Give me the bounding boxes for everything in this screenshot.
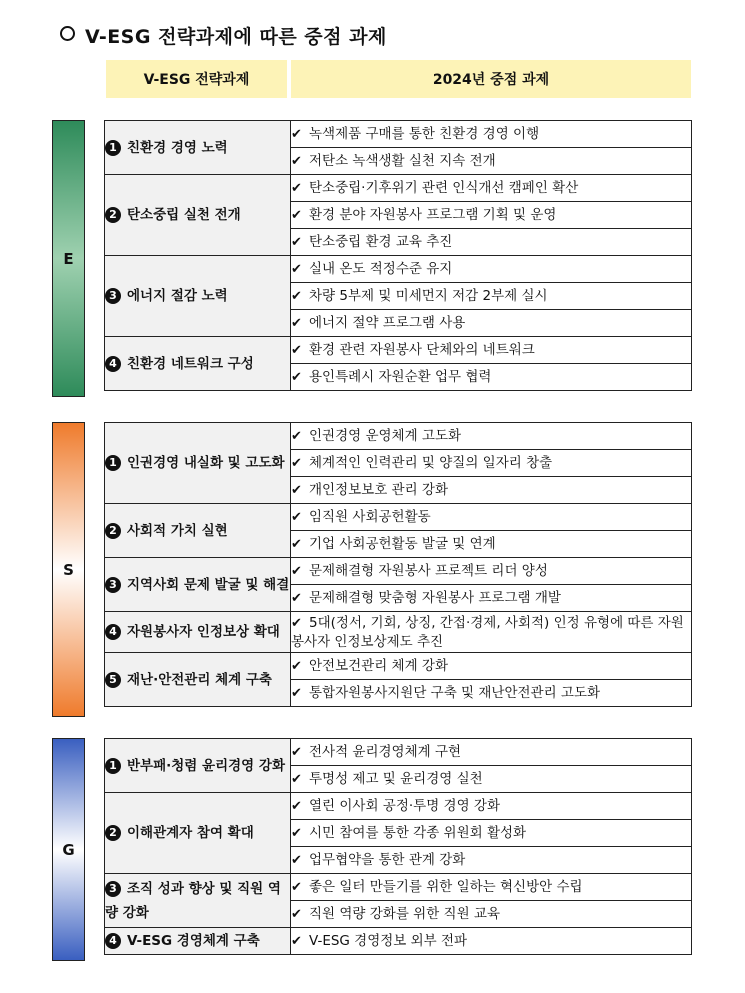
check-icon: ✔ [291, 261, 302, 277]
check-icon: ✔ [291, 536, 302, 552]
strategy-cell [105, 175, 291, 256]
number-badge: 5 [105, 672, 121, 688]
task-cell [291, 450, 692, 477]
task-text: 환경 분야 자원봉사 프로그램 기획 및 운영 [309, 206, 557, 223]
strategy-cell [105, 612, 291, 653]
strategy-title: 자원봉사자 인정보상 확대 [127, 624, 280, 640]
strategy-cell [105, 121, 291, 175]
check-icon: ✔ [291, 369, 302, 385]
task-cell [291, 283, 692, 310]
task-cell [291, 175, 692, 202]
task-row [105, 337, 692, 364]
task-cell [291, 121, 692, 148]
check-icon: ✔ [291, 288, 302, 304]
check-icon: ✔ [291, 153, 302, 169]
number-badge: 3 [105, 881, 121, 897]
check-icon: ✔ [291, 852, 302, 868]
strategy-title: 조직 성과 향상 및 직원 역량 강화 [105, 880, 281, 921]
task-text: 임직원 사회공헌활동 [309, 508, 431, 525]
strategy-title: 이해관계자 참여 확대 [127, 825, 254, 841]
task-text: 녹색제품 구매를 통한 친환경 경영 이행 [309, 125, 540, 142]
task-cell [291, 504, 692, 531]
header-strategy: V-ESG 전략과제 [106, 60, 287, 98]
number-badge: 2 [105, 523, 121, 539]
strategy-title: V-ESG 경영체계 구축 [127, 933, 260, 949]
check-icon: ✔ [291, 126, 302, 142]
check-icon: ✔ [291, 658, 302, 674]
task-text: 탄소중립 환경 교육 추진 [309, 233, 453, 250]
task-text: 저탄소 녹색생활 실천 지속 전개 [309, 152, 496, 169]
strategy-cell [105, 739, 291, 793]
task-cell [291, 585, 692, 612]
check-icon: ✔ [291, 771, 302, 787]
strategy-cell [105, 504, 291, 558]
strategy-cell [105, 928, 291, 955]
number-badge: 2 [105, 207, 121, 223]
number-badge: 3 [105, 288, 121, 304]
check-icon: ✔ [291, 455, 302, 471]
header-tasks: 2024년 중점 과제 [291, 60, 691, 98]
task-text: 5대(정서, 기회, 상징, 간접·경제, 사회적) 인정 유형에 따른 자원봉사자 인정보상제도 추진 [291, 614, 684, 650]
task-cell [291, 820, 692, 847]
strategy-title: 탄소중립 실천 전개 [127, 207, 241, 223]
task-row [105, 874, 692, 901]
section-label-g: G [52, 738, 85, 961]
task-cell [291, 202, 692, 229]
task-text: 체계적인 인력관리 및 양질의 일자리 창출 [309, 454, 553, 471]
task-cell [291, 901, 692, 928]
strategy-title: 재난·안전관리 체계 구축 [127, 671, 272, 688]
task-text: 에너지 절약 프로그램 사용 [309, 314, 466, 331]
check-icon: ✔ [291, 563, 302, 579]
task-text: 업무협약을 통한 관계 강화 [309, 851, 466, 868]
task-text: 문제해결형 자원봉사 프로젝트 리더 양성 [309, 562, 548, 579]
check-icon: ✔ [291, 685, 302, 701]
check-icon: ✔ [291, 825, 302, 841]
check-icon: ✔ [291, 428, 302, 444]
check-icon: ✔ [291, 342, 302, 358]
section-label-s: S [52, 422, 85, 717]
task-text: 탄소중립·기후위기 관련 인식개선 캠페인 확산 [309, 179, 579, 196]
task-row [105, 504, 692, 531]
check-icon: ✔ [291, 482, 302, 498]
section-label-e: E [52, 120, 85, 397]
number-badge: 1 [105, 140, 121, 156]
task-row [105, 175, 692, 202]
task-text: 전사적 윤리경영체계 구현 [309, 743, 462, 760]
number-badge: 2 [105, 825, 121, 841]
circle-bullet-icon [60, 26, 75, 41]
task-text: 좋은 일터 만들기를 위한 일하는 혁신방안 수립 [309, 878, 583, 895]
task-row [105, 558, 692, 585]
check-icon: ✔ [291, 207, 302, 223]
task-cell [291, 148, 692, 175]
check-icon: ✔ [291, 590, 302, 606]
task-cell [291, 874, 692, 901]
strategy-cell [105, 558, 291, 612]
task-text: V-ESG 경영정보 외부 전파 [309, 932, 468, 949]
task-cell [291, 256, 692, 283]
task-text: 용인특례시 자원순환 업무 협력 [309, 368, 492, 385]
task-text: 환경 관련 자원봉사 단체와의 네트워크 [309, 341, 535, 358]
task-row [105, 793, 692, 820]
section-table-g [104, 738, 692, 955]
strategy-cell [105, 793, 291, 874]
task-cell [291, 423, 692, 450]
check-icon: ✔ [291, 615, 302, 631]
task-cell [291, 612, 692, 653]
check-icon: ✔ [291, 315, 302, 331]
task-cell [291, 680, 692, 707]
section-table-s [104, 422, 692, 707]
check-icon: ✔ [291, 180, 302, 196]
task-cell [291, 928, 692, 955]
task-text: 안전보건관리 체계 강화 [309, 657, 448, 674]
task-text: 개인정보보호 관리 강화 [309, 481, 448, 498]
task-row [105, 653, 692, 680]
task-cell [291, 739, 692, 766]
task-text: 시민 참여를 통한 각종 위원회 활성화 [309, 824, 527, 841]
strategy-title: 사회적 가치 실현 [127, 522, 228, 539]
strategy-title: 에너지 절감 노력 [127, 288, 228, 304]
page-title [60, 22, 387, 49]
number-badge: 4 [105, 933, 121, 949]
task-row [105, 121, 692, 148]
strategy-title: 친환경 네트워크 구성 [127, 355, 254, 372]
strategy-cell [105, 337, 291, 391]
page-title-text: V-ESG 전략과제에 따른 중점 과제 [85, 26, 387, 48]
strategy-cell [105, 653, 291, 707]
strategy-cell [105, 874, 291, 928]
task-cell [291, 847, 692, 874]
check-icon: ✔ [291, 906, 302, 922]
task-cell [291, 364, 692, 391]
task-row [105, 739, 692, 766]
task-cell [291, 337, 692, 364]
strategy-title: 지역사회 문제 발굴 및 해결 [127, 576, 290, 593]
check-icon: ✔ [291, 798, 302, 814]
check-icon: ✔ [291, 234, 302, 250]
number-badge: 1 [105, 455, 121, 471]
task-text: 인권경영 운영체계 고도화 [309, 427, 462, 444]
number-badge: 4 [105, 624, 121, 640]
task-text: 투명성 제고 및 윤리경영 실천 [309, 770, 483, 787]
task-cell [291, 310, 692, 337]
task-cell [291, 558, 692, 585]
task-cell [291, 531, 692, 558]
task-text: 차량 5부제 및 미세먼지 저감 2부제 실시 [309, 287, 548, 304]
task-cell [291, 766, 692, 793]
task-cell [291, 477, 692, 504]
task-text: 실내 온도 적정수준 유지 [309, 260, 453, 277]
strategy-title: 친환경 경영 노력 [127, 139, 228, 156]
check-icon: ✔ [291, 744, 302, 760]
task-row [105, 256, 692, 283]
task-cell [291, 229, 692, 256]
task-text: 통합자원봉사지원단 구축 및 재난안전관리 고도화 [309, 684, 601, 701]
task-text: 문제해결형 맞춤형 자원봉사 프로그램 개발 [309, 589, 561, 606]
task-row [105, 423, 692, 450]
check-icon: ✔ [291, 933, 302, 949]
task-text: 기업 사회공헌활동 발굴 및 연계 [309, 535, 496, 552]
strategy-cell [105, 423, 291, 504]
task-text: 열린 이사회 공정·투명 경영 강화 [309, 797, 500, 814]
check-icon: ✔ [291, 879, 302, 895]
strategy-cell [105, 256, 291, 337]
strategy-title: 인권경영 내실화 및 고도화 [127, 455, 285, 471]
task-row [105, 612, 692, 653]
task-row [105, 928, 692, 955]
number-badge: 4 [105, 356, 121, 372]
check-icon: ✔ [291, 509, 302, 525]
section-table-e [104, 120, 692, 391]
number-badge: 1 [105, 758, 121, 774]
strategy-title: 반부패·청렴 윤리경영 강화 [127, 757, 285, 774]
task-text: 직원 역량 강화를 위한 직원 교육 [309, 905, 500, 922]
number-badge: 3 [105, 577, 121, 593]
task-cell [291, 653, 692, 680]
task-cell [291, 793, 692, 820]
